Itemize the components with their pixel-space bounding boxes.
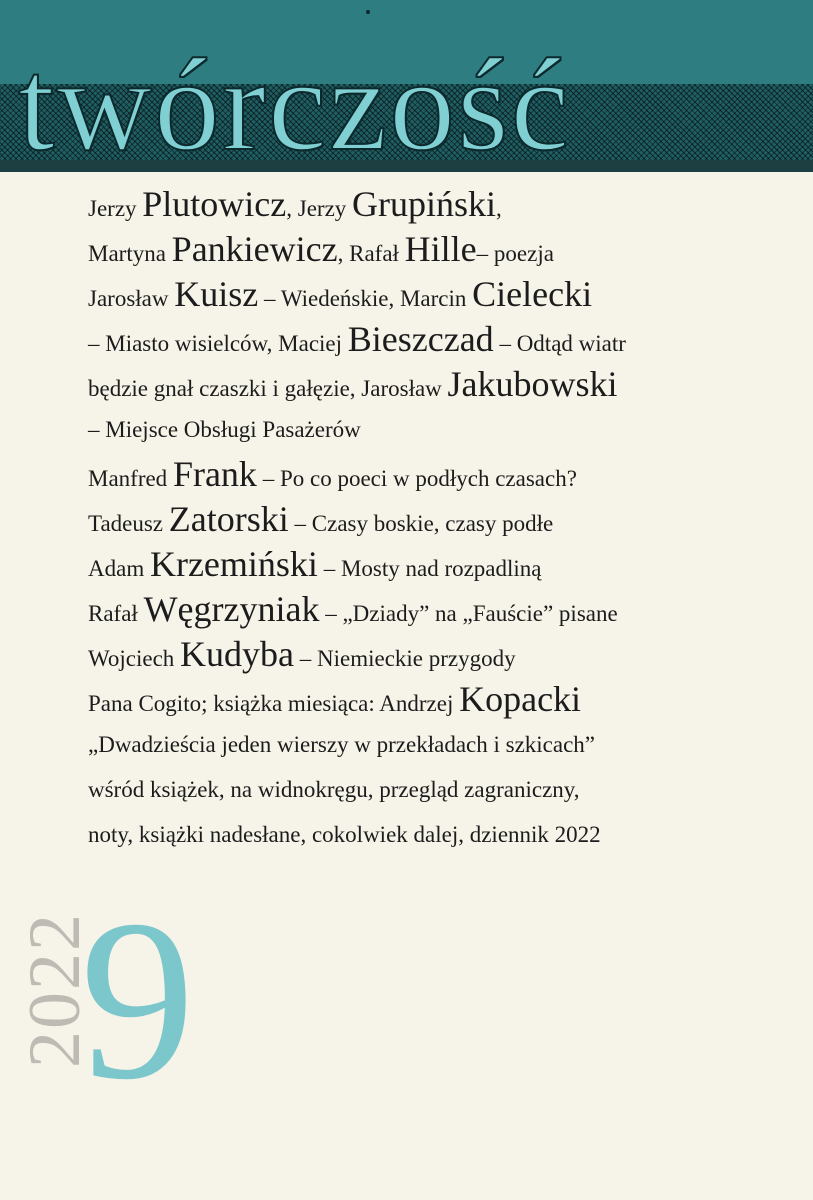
contents-line — [88, 677, 788, 722]
contents-text: – Miasto wisielców, Maciej — [88, 331, 348, 356]
table-of-contents — [88, 182, 788, 857]
contents-text: Adam — [88, 556, 150, 581]
contents-line — [88, 632, 788, 677]
contents-text: – Niemieckie przygody — [294, 646, 516, 671]
contents-line — [88, 452, 788, 497]
contents-text: , — [496, 196, 502, 221]
contents-text: będzie gnał czaszki i gałęzie, Jarosław — [88, 376, 448, 401]
issue-number: 9 — [80, 872, 195, 1127]
contents-line — [88, 812, 788, 857]
contents-text: Rafał — [88, 601, 144, 626]
contents-line — [88, 182, 788, 227]
print-dot — [366, 10, 370, 14]
contents-text: – Wiedeńskie, Marcin — [258, 286, 473, 311]
author-surname: Krzemiński — [149, 544, 318, 584]
contents-text: Tadeusz — [88, 511, 169, 536]
author-surname: Kopacki — [459, 679, 582, 719]
contents-line — [88, 362, 788, 407]
contents-text: Jerzy — [88, 196, 143, 221]
contents-text: – Czasy boskie, czasy podłe — [288, 511, 554, 536]
contents-line — [88, 227, 788, 272]
contents-line — [88, 722, 788, 767]
contents-text: „Dwadzieścia jeden wierszy w przekładach i szkicach” — [88, 732, 596, 757]
contents-text: Pana Cogito; książka miesiąca: Andrzej — [88, 691, 460, 716]
author-surname: Kudyba — [180, 634, 295, 674]
contents-text: Martyna — [88, 241, 172, 266]
contents-text: – Miejsce Obsługi Pasażerów — [88, 417, 361, 442]
author-surname: Cielecki — [472, 274, 593, 314]
contents-text: – Po co poeci w podłych czasach? — [256, 466, 577, 491]
author-surname: Pankiewicz — [171, 229, 338, 269]
contents-text: Manfred — [88, 466, 173, 491]
author-surname: Grupiński — [352, 184, 497, 224]
contents-line — [88, 317, 788, 362]
author-surname: Zatorski — [168, 499, 289, 539]
author-surname: Kuisz — [174, 274, 259, 314]
contents-text: wśród książek, na widnokręgu, przegląd zagraniczny, — [88, 777, 580, 802]
contents-text: – Mosty nad rozpadliną — [317, 556, 542, 581]
issue-year: 2022 — [14, 912, 96, 1068]
author-surname: Węgrzyniak — [143, 589, 320, 629]
contents-text: Wojciech — [88, 646, 181, 671]
contents-text: – Odtąd wiatr — [493, 331, 626, 356]
author-surname: Plutowicz — [142, 184, 287, 224]
contents-line — [88, 767, 788, 812]
author-surname: Jakubowski — [447, 364, 618, 404]
contents-text: Jarosław — [88, 286, 175, 311]
magazine-title: twórczość — [18, 31, 572, 178]
contents-text: – poezja — [476, 241, 554, 266]
contents-text: , Jerzy — [286, 196, 353, 221]
contents-line — [88, 497, 788, 542]
author-surname: Hille — [404, 229, 477, 269]
author-surname: Frank — [172, 454, 257, 494]
contents-text: noty, książki nadesłane, cokolwiek dalej, dziennik 2022 — [88, 822, 601, 847]
author-surname: Bieszczad — [347, 319, 494, 359]
contents-text: , Rafał — [337, 241, 405, 266]
contents-line — [88, 542, 788, 587]
contents-line — [88, 587, 788, 632]
contents-line — [88, 272, 788, 317]
contents-text: – „Dziady” na „Fauście” pisane — [319, 601, 618, 626]
contents-line — [88, 407, 788, 452]
